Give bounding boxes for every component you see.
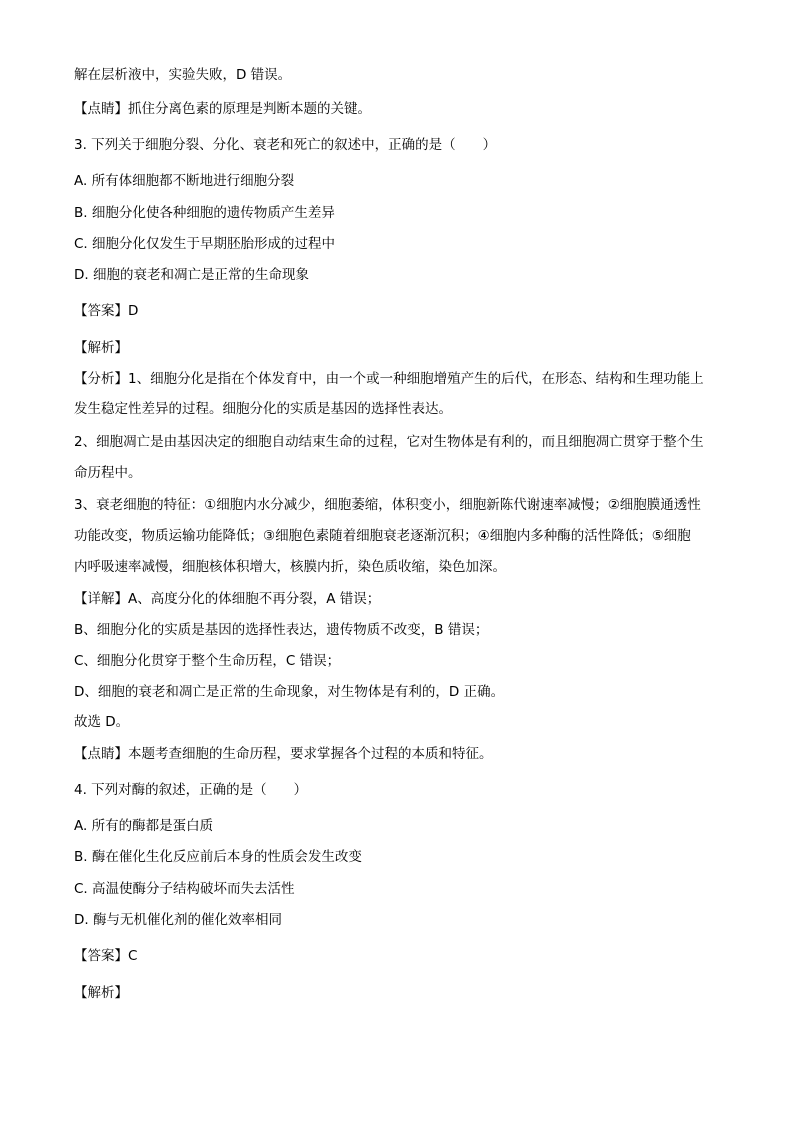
question-3-detail-line: 故选 D。 xyxy=(74,714,130,730)
question-3-analysis-line: 命历程中。 xyxy=(74,465,142,481)
question-4-option-a: A. 所有的酶都是蛋白质 xyxy=(74,818,214,834)
question-3-detail-line: B、细胞分化的实质是基因的选择性表达，遗传物质不改变，B 错误； xyxy=(74,622,489,638)
question-3-answer: 【答案】D xyxy=(74,303,139,319)
question-3-analysis-line: 3、衰老细胞的特征：①细胞内水分减少，细胞萎缩，体积变小，细胞新陈代谢速率减慢；②细胞膜通透性 xyxy=(74,497,701,513)
question-3-analysis-line: 功能改变，物质运输功能降低；③细胞色素随着细胞衰老逐渐沉积；④细胞内多种酶的活性降低；⑤细胞 xyxy=(74,528,691,544)
question-3-analysis-title: 【解析】 xyxy=(74,340,128,356)
question-4-answer: 【答案】C xyxy=(74,948,138,964)
question-3-stem: 3. 下列关于细胞分裂、分化、衰老和死亡的叙述中，正确的是（ ） xyxy=(74,137,497,153)
question-4-analysis-title: 【解析】 xyxy=(74,985,128,1001)
question-4-option-b: B. 酶在催化生化反应前后本身的性质会发生改变 xyxy=(74,849,362,865)
question-3-analysis-line: 2、细胞凋亡是由基因决定的细胞自动结束生命的过程，它对生物体是有利的，而且细胞凋亡贯穿于整个生 xyxy=(74,434,704,450)
question-3-detail-line: 【详解】A、高度分化的体细胞不再分裂，A 错误； xyxy=(74,591,381,607)
question-4-stem: 4. 下列对酶的叙述，正确的是（ ） xyxy=(74,782,308,798)
question-3-remark: 【点睛】本题考查细胞的生命历程，要求掌握各个过程的本质和特征。 xyxy=(74,746,493,762)
question-3-option-d: D. 细胞的衰老和凋亡是正常的生命现象 xyxy=(74,267,309,283)
question-3-analysis-line: 内呼吸速率减慢，细胞核体积增大，核膜内折，染色质收缩，染色加深。 xyxy=(74,559,506,575)
question-3-analysis-line: 发生稳定性差异的过程。细胞分化的实质是基因的选择性表达。 xyxy=(74,401,452,417)
previous-remark: 【点睛】抓住分离色素的原理是判断本题的关键。 xyxy=(74,101,371,117)
question-4-option-d: D. 酶与无机催化剂的催化效率相同 xyxy=(74,912,282,928)
question-3-detail-line: C、细胞分化贯穿于整个生命历程，C 错误； xyxy=(74,653,341,669)
question-3-detail-line: D、细胞的衰老和凋亡是正常的生命现象，对生物体是有利的，D 正确。 xyxy=(74,684,505,700)
question-3-option-c: C. 细胞分化仅发生于早期胚胎形成的过程中 xyxy=(74,236,336,252)
question-3-analysis-line: 【分析】1、细胞分化是指在个体发育中，由一个或一种细胞增殖产生的后代，在形态、结构和生理功能上 xyxy=(74,371,704,387)
question-3-option-a: A. 所有体细胞都不断地进行细胞分裂 xyxy=(74,173,295,189)
question-3-option-b: B. 细胞分化使各种细胞的遗传物质产生差异 xyxy=(74,205,335,221)
question-4-option-c: C. 高温使酶分子结构破坏而失去活性 xyxy=(74,881,295,897)
previous-answer-end: 解在层析液中，实验失败，D 错误。 xyxy=(74,67,292,83)
